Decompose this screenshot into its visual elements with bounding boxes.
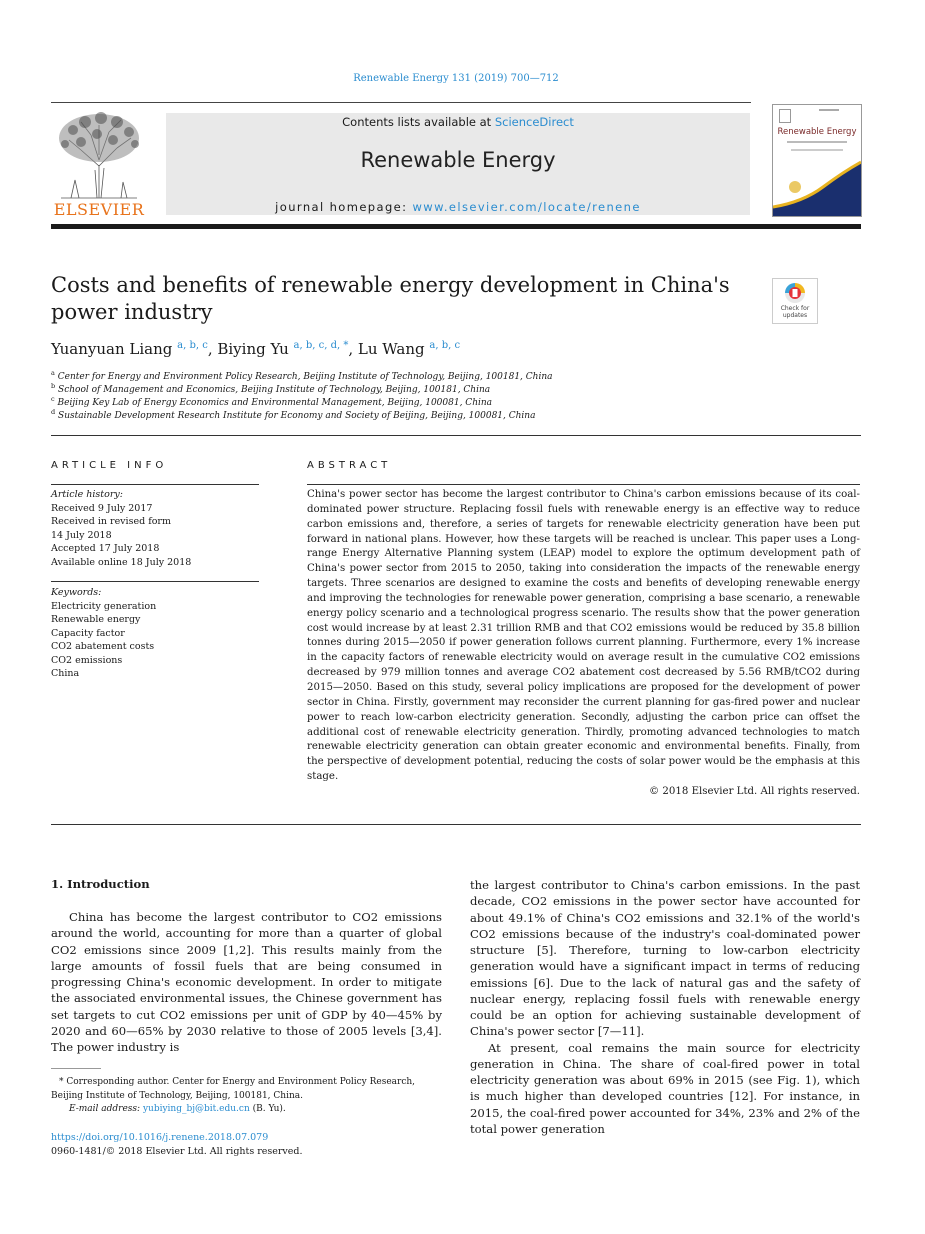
email-line — [51, 1103, 442, 1117]
keyword-item: CO2 abatement costs — [51, 641, 155, 652]
doi-block — [51, 1131, 303, 1158]
history-item: 14 July 2018 — [51, 529, 112, 541]
keyword-item: CO2 emissions — [51, 654, 123, 666]
email-label: E-mail address: — [69, 1104, 143, 1114]
author-list: Yuanyuan Liang $^{a, b, c}$, Biying Yu $^{a, b, c, d, *}$, Lu Wang $^{a, b, c}$ — [51, 340, 461, 358]
header-thick-rule — [51, 224, 861, 229]
email-suffix: (B. Yu). — [249, 1104, 286, 1114]
intro-paragraph: the largest contributor to China's carbon emissions. In the past decade, CO2 emissions in the power sector have accounted for about 49.1% of China's CO2 emissions and 32.1% of the world's CO2 emissions because of the industry's coal-dominated power structure [5]. Therefore, turning to low-carbon electricity generation would have a significant impact in terms of reducing emissions [6]. Due to the lack of natural gas and the safety of nuclear energy, replacing fossil fuels with renewable energy could be an option for achieving sustainable development of China's power sector [7—11]. — [470, 878, 860, 1039]
history-item: Available online 18 July 2018 — [51, 556, 192, 568]
affiliation-mark: c — [51, 395, 55, 403]
keyword-item: China — [51, 668, 80, 679]
contents-prefix: Contents lists available at — [342, 115, 495, 129]
intro-paragraph: China has become the largest contributor to CO2 emissions around the world, accounting for more than a quarter of global CO2 emissions since 2009 [1,2]. This results mainly from the large amounts of fossil fuels that are being consumed in progressing China's economic development. In order to mitigate the associated environmental issues, the Chinese government has set targets to cut CO2 emissions per unit of GDP by 40—45% by 2020 and 60—65% by 2030 relative to those of 2005 levels [3,4]. The power industry is — [51, 910, 442, 1054]
affiliation-text: Center for Energy and Environment Policy Research, Beijing Institute of Technology, Beijing, 100181, China — [57, 372, 553, 382]
title-block-rule — [51, 435, 861, 436]
affiliation-mark: b — [51, 382, 56, 390]
journal-homepage — [166, 200, 750, 214]
cover-editor-line — [791, 149, 843, 151]
elsevier-tree-icon — [51, 110, 147, 200]
check-for-updates-badge[interactable] — [772, 278, 818, 324]
sciencedirect-link[interactable]: ScienceDirect — [494, 115, 574, 129]
article-info-heading: ARTICLE INFO — [51, 460, 168, 471]
elsevier-logo[interactable] — [51, 110, 147, 218]
author-name[interactable]: Biying Yu — [217, 340, 289, 358]
abstract-copyright: © 2018 Elsevier Ltd. All rights reserved. — [648, 786, 860, 797]
author-affiliation-marks[interactable]: a, b, c — [177, 340, 208, 351]
crossmark-label — [773, 305, 817, 319]
affiliation-mark: a — [51, 369, 55, 377]
crossmark-icon — [784, 282, 806, 304]
journal-title: Renewable Energy — [360, 148, 556, 172]
keywords-label: Keywords: — [51, 587, 102, 598]
affiliation-item — [51, 408, 535, 421]
author-affiliation-marks[interactable]: a, b, c, d, * — [293, 340, 349, 351]
cover-emblem — [779, 109, 791, 123]
header-rule — [51, 102, 751, 103]
history-label: Article history: — [51, 489, 123, 500]
author-name[interactable]: Yuanyuan Liang — [51, 340, 173, 358]
footnote-rule — [51, 1068, 101, 1069]
intro-paragraph: At present, coal remains the main source for electricity generation in China. The share of coal-fired power in total electricity generation was about 69% in 2015 (see Fig. 1), which is much higher than developed countries [12]. For instance, in 2015, the coal-fired power accounted for 34%, 23% and 2% of the total power generation — [470, 1040, 860, 1136]
cover-subtitle-line — [787, 141, 847, 143]
body-column-right — [470, 877, 860, 1137]
keywords-rule — [51, 581, 259, 582]
affiliation-text: Beijing Key Lab of Energy Economics and Environmental Management, Beijing, 100081, China — [57, 398, 493, 408]
journal-cover-thumbnail[interactable] — [772, 104, 862, 217]
article-info-rule — [51, 484, 259, 485]
keywords-block — [51, 586, 259, 681]
abstract-end-rule — [51, 824, 861, 825]
cover-top-line — [819, 109, 839, 111]
author-affiliation-marks[interactable]: a, b, c — [429, 340, 461, 351]
abstract-heading: ABSTRACT — [307, 460, 392, 471]
history-item: Accepted 17 July 2018 — [51, 543, 160, 554]
crossmark-label-line1: Check for — [780, 305, 810, 312]
affiliation-mark: d — [51, 408, 56, 416]
abstract-text: China's power sector has become the largest contributor to China's carbon emissions because of its coal-dominated power structure. Replacing fossil fuels with renewable energy is an effective way to reduce carbon emissions and, therefore, a series of targets for renewable electricity generation have been put forward in national plans. However, how these targets will be reached is unclear. This paper uses a Long-range Energy Alternative Planning system (LEAP) model to explore the optimum development path of China's power sector from 2015 to 2050, taking into consideration the impacts of the renewable energy targets. Three scenarios are designed to examine the costs and benefits of developing renewable energy and improving the technologies for renewable power generation, comprising a base scenario, a renewable energy policy scenario and a technological progress scenario. The results show that the power generation cost would increase by at least 2.31 trillion RMB and that CO2 emissions would be reduced by 35.8 billion tonnes during 2015—2050 if power generation follows current planning. Furthermore, every 1% increase in the capacity factors of renewable electricity would on average result in the cumulative CO2 emissions decreased by 979 million tonnes and average CO2 abatement cost decreased by 5.56 RMB/tCO2 during 2015—2050. Based on this study, several policy implications are proposed for the development of power sector in China. Firstly, government may reconsider the current planning for gas-fired power and nuclear power to reach low-carbon electricity generation. Secondly, adjusting the carbon price can offset the additional cost of renewable electricity generation. Thirdly, promoting advanced technologies to match renewable electricity generation can obtain greater economic and environmental benefits. Finally, from the perspective of development potential, reducing the costs of solar power would be the emphasis at this stage. — [307, 489, 860, 783]
homepage-link[interactable]: www.elsevier.com/locate/renene — [412, 200, 641, 214]
keyword-item: Electricity generation — [51, 600, 157, 612]
author-name[interactable]: Lu Wang — [357, 340, 425, 358]
history-item: Received 9 July 2017 — [51, 502, 153, 514]
doi-link[interactable]: https://doi.org/10.1016/j.renene.2018.07.079 — [51, 1132, 269, 1143]
cover-wave-graphic — [773, 157, 861, 217]
keyword-item: Renewable energy — [51, 614, 141, 625]
corresponding-author-footnote — [51, 1076, 442, 1117]
affiliation-text: School of Management and Economics, Beijing Institute of Technology, Beijing, 100181, China — [58, 385, 491, 395]
corresponding-author-note: * Corresponding author. Center for Energy and Environment Policy Research, Beijing Institute of Technology, Beijing, 100181, China. — [51, 1077, 416, 1101]
article-history — [51, 488, 259, 569]
introduction-heading: 1. Introduction — [51, 877, 150, 891]
affiliation-item — [51, 369, 553, 382]
elsevier-wordmark: ELSEVIER — [53, 200, 145, 219]
issn-copyright: 0960-1481/© 2018 Elsevier Ltd. All rights reserved. — [51, 1145, 303, 1157]
crossmark-label-line2: updates — [782, 312, 808, 319]
affiliation-item — [51, 395, 492, 408]
contents-available — [166, 115, 750, 129]
journal-reference-link[interactable]: Renewable Energy 131 (2019) 700—712 — [353, 73, 559, 84]
journal-banner — [166, 113, 750, 215]
cover-title: Renewable Energy — [777, 127, 857, 137]
affiliation-text: Sustainable Development Research Institute for Economy and Society of Beijing, Beijing, 100081, China — [58, 411, 536, 421]
email-link[interactable]: yubiying_bj@bit.edu.cn — [142, 1104, 250, 1114]
body-column-left — [51, 909, 442, 1055]
keyword-item: Capacity factor — [51, 627, 125, 639]
homepage-prefix: journal homepage: — [275, 200, 413, 214]
affiliation-item — [51, 382, 490, 395]
abstract-rule — [307, 484, 860, 485]
article-title: Costs and benefits of renewable energy development in China's power industry — [51, 273, 730, 324]
history-item: Received in revised form — [51, 516, 171, 527]
